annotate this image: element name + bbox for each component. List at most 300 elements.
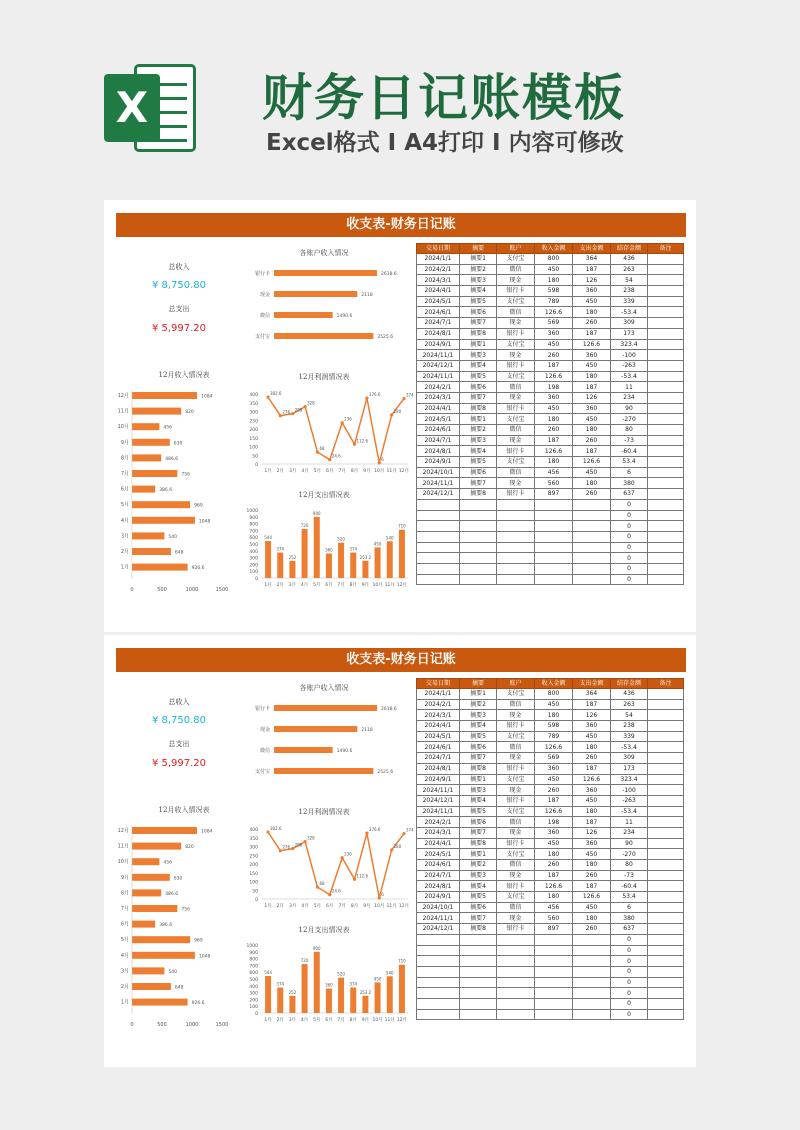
cell-date[interactable]: 2024/3/1 (417, 392, 460, 403)
cell-account[interactable]: 支付宝 (497, 371, 535, 382)
cell-summary[interactable] (460, 945, 497, 956)
cell-date[interactable] (417, 977, 460, 988)
cell-income[interactable] (535, 574, 573, 585)
cell-expense[interactable]: 364 (573, 254, 611, 265)
cell-income[interactable] (535, 510, 573, 521)
cell-balance[interactable]: 53.4 (611, 457, 648, 468)
cell-account[interactable]: 银行卡 (497, 328, 535, 339)
cell-account[interactable] (497, 934, 535, 945)
cell-income[interactable] (535, 542, 573, 553)
cell-date[interactable] (417, 988, 460, 999)
cell-expense[interactable] (573, 945, 611, 956)
cell-summary[interactable]: 摘要6 (460, 817, 497, 828)
cell-summary[interactable]: 摘要3 (460, 710, 497, 721)
cell-balance[interactable]: 0 (611, 945, 648, 956)
cell-balance[interactable]: -73 (611, 870, 648, 881)
cell-date[interactable] (417, 521, 460, 532)
cell-balance[interactable]: 0 (611, 542, 648, 553)
cell-summary[interactable] (460, 553, 497, 564)
cell-balance[interactable]: 380 (611, 913, 648, 924)
cell-expense[interactable]: 450 (573, 360, 611, 371)
cell-note[interactable] (648, 945, 684, 956)
cell-date[interactable]: 2024/7/1 (417, 870, 460, 881)
cell-summary[interactable]: 摘要4 (460, 795, 497, 806)
cell-summary[interactable]: 摘要4 (460, 721, 497, 732)
cell-account[interactable] (497, 956, 535, 967)
cell-date[interactable]: 2024/3/1 (417, 275, 460, 286)
cell-note[interactable] (648, 510, 684, 521)
cell-income[interactable]: 800 (535, 689, 573, 700)
cell-expense[interactable]: 126 (573, 710, 611, 721)
cell-note[interactable] (648, 902, 684, 913)
cell-balance[interactable]: 436 (611, 689, 648, 700)
cell-note[interactable] (648, 806, 684, 817)
cell-balance[interactable]: 323.4 (611, 774, 648, 785)
cell-balance[interactable]: -263 (611, 795, 648, 806)
cell-account[interactable]: 支付宝 (497, 806, 535, 817)
cell-date[interactable]: 2024/6/1 (417, 742, 460, 753)
cell-expense[interactable] (573, 966, 611, 977)
cell-summary[interactable]: 摘要7 (460, 318, 497, 329)
cell-expense[interactable] (573, 956, 611, 967)
cell-expense[interactable] (573, 934, 611, 945)
cell-account[interactable] (497, 531, 535, 542)
cell-note[interactable] (648, 425, 684, 436)
cell-expense[interactable] (573, 563, 611, 574)
cell-expense[interactable]: 450 (573, 414, 611, 425)
cell-date[interactable]: 2024/6/1 (417, 860, 460, 871)
cell-account[interactable]: 银行卡 (497, 838, 535, 849)
cell-summary[interactable]: 摘要6 (460, 742, 497, 753)
cell-date[interactable]: 2024/2/1 (417, 817, 460, 828)
cell-date[interactable] (417, 998, 460, 1009)
cell-income[interactable]: 126.6 (535, 371, 573, 382)
cell-date[interactable]: 2024/9/1 (417, 457, 460, 468)
cell-summary[interactable]: 摘要3 (460, 435, 497, 446)
cell-income[interactable]: 260 (535, 785, 573, 796)
cell-account[interactable]: 支付宝 (497, 296, 535, 307)
cell-income[interactable]: 450 (535, 264, 573, 275)
cell-income[interactable] (535, 977, 573, 988)
cell-date[interactable] (417, 945, 460, 956)
cell-income[interactable]: 789 (535, 731, 573, 742)
cell-summary[interactable]: 摘要1 (460, 849, 497, 860)
cell-balance[interactable]: -100 (611, 350, 648, 361)
cell-account[interactable]: 现金 (497, 350, 535, 361)
cell-balance[interactable]: 0 (611, 510, 648, 521)
cell-summary[interactable] (460, 521, 497, 532)
cell-account[interactable]: 现金 (497, 785, 535, 796)
cell-account[interactable]: 银行卡 (497, 763, 535, 774)
cell-account[interactable]: 银行卡 (497, 286, 535, 297)
cell-income[interactable] (535, 956, 573, 967)
cell-account[interactable]: 微信 (497, 264, 535, 275)
cell-note[interactable] (648, 998, 684, 1009)
cell-balance[interactable]: 263 (611, 264, 648, 275)
cell-income[interactable]: 450 (535, 339, 573, 350)
cell-income[interactable]: 180 (535, 849, 573, 860)
cell-income[interactable]: 800 (535, 254, 573, 265)
cell-summary[interactable] (460, 956, 497, 967)
cell-summary[interactable]: 摘要2 (460, 264, 497, 275)
cell-balance[interactable]: 173 (611, 328, 648, 339)
cell-note[interactable] (648, 403, 684, 414)
cell-expense[interactable]: 187 (573, 881, 611, 892)
cell-income[interactable] (535, 988, 573, 999)
cell-income[interactable]: 897 (535, 489, 573, 500)
cell-balance[interactable]: -53.4 (611, 806, 648, 817)
cell-summary[interactable]: 摘要7 (460, 392, 497, 403)
cell-expense[interactable]: 187 (573, 699, 611, 710)
cell-income[interactable] (535, 499, 573, 510)
cell-account[interactable] (497, 499, 535, 510)
cell-account[interactable]: 银行卡 (497, 403, 535, 414)
cell-account[interactable]: 银行卡 (497, 795, 535, 806)
cell-date[interactable]: 2024/8/1 (417, 763, 460, 774)
cell-expense[interactable]: 126 (573, 392, 611, 403)
cell-expense[interactable]: 450 (573, 467, 611, 478)
cell-expense[interactable]: 450 (573, 849, 611, 860)
cell-expense[interactable]: 180 (573, 425, 611, 436)
cell-income[interactable] (535, 966, 573, 977)
cell-income[interactable]: 450 (535, 699, 573, 710)
cell-note[interactable] (648, 392, 684, 403)
cell-account[interactable]: 现金 (497, 275, 535, 286)
cell-account[interactable]: 现金 (497, 478, 535, 489)
cell-balance[interactable]: 339 (611, 296, 648, 307)
cell-income[interactable]: 180 (535, 414, 573, 425)
cell-income[interactable]: 450 (535, 403, 573, 414)
cell-summary[interactable]: 摘要4 (460, 286, 497, 297)
cell-summary[interactable] (460, 977, 497, 988)
cell-note[interactable] (648, 307, 684, 318)
cell-account[interactable]: 微信 (497, 902, 535, 913)
cell-balance[interactable]: 436 (611, 254, 648, 265)
cell-income[interactable]: 180 (535, 710, 573, 721)
cell-summary[interactable] (460, 998, 497, 1009)
cell-expense[interactable]: 126.6 (573, 339, 611, 350)
cell-date[interactable] (417, 542, 460, 553)
cell-note[interactable] (648, 382, 684, 393)
cell-expense[interactable] (573, 1009, 611, 1020)
cell-account[interactable]: 现金 (497, 435, 535, 446)
cell-expense[interactable]: 260 (573, 435, 611, 446)
cell-note[interactable] (648, 881, 684, 892)
cell-summary[interactable]: 摘要7 (460, 478, 497, 489)
cell-income[interactable]: 187 (535, 360, 573, 371)
cell-account[interactable]: 支付宝 (497, 689, 535, 700)
cell-balance[interactable]: 0 (611, 574, 648, 585)
cell-date[interactable] (417, 553, 460, 564)
cell-account[interactable]: 现金 (497, 392, 535, 403)
cell-summary[interactable]: 摘要2 (460, 699, 497, 710)
cell-summary[interactable] (460, 574, 497, 585)
cell-date[interactable]: 2024/12/1 (417, 924, 460, 935)
cell-income[interactable]: 450 (535, 838, 573, 849)
cell-summary[interactable]: 摘要7 (460, 827, 497, 838)
cell-note[interactable] (648, 574, 684, 585)
cell-income[interactable] (535, 553, 573, 564)
cell-summary[interactable]: 摘要4 (460, 446, 497, 457)
cell-expense[interactable]: 450 (573, 902, 611, 913)
cell-income[interactable]: 260 (535, 425, 573, 436)
cell-account[interactable]: 支付宝 (497, 849, 535, 860)
cell-account[interactable]: 支付宝 (497, 254, 535, 265)
cell-summary[interactable]: 摘要6 (460, 902, 497, 913)
cell-expense[interactable]: 180 (573, 307, 611, 318)
cell-balance[interactable]: -53.4 (611, 371, 648, 382)
cell-balance[interactable]: 309 (611, 753, 648, 764)
cell-balance[interactable]: -270 (611, 414, 648, 425)
cell-account[interactable]: 银行卡 (497, 489, 535, 500)
cell-balance[interactable]: 263 (611, 699, 648, 710)
cell-account[interactable] (497, 510, 535, 521)
cell-note[interactable] (648, 478, 684, 489)
cell-balance[interactable]: 173 (611, 763, 648, 774)
cell-account[interactable]: 微信 (497, 467, 535, 478)
cell-expense[interactable] (573, 521, 611, 532)
cell-note[interactable] (648, 446, 684, 457)
cell-note[interactable] (648, 849, 684, 860)
cell-note[interactable] (648, 956, 684, 967)
cell-balance[interactable]: -60.4 (611, 881, 648, 892)
cell-date[interactable]: 2024/8/1 (417, 446, 460, 457)
cell-expense[interactable]: 360 (573, 286, 611, 297)
cell-income[interactable]: 598 (535, 721, 573, 732)
cell-expense[interactable] (573, 574, 611, 585)
cell-account[interactable]: 微信 (497, 817, 535, 828)
cell-income[interactable] (535, 998, 573, 1009)
cell-balance[interactable]: 234 (611, 827, 648, 838)
cell-balance[interactable]: 238 (611, 721, 648, 732)
cell-expense[interactable]: 187 (573, 763, 611, 774)
cell-expense[interactable]: 360 (573, 403, 611, 414)
cell-expense[interactable]: 180 (573, 742, 611, 753)
cell-note[interactable] (648, 785, 684, 796)
cell-income[interactable]: 187 (535, 870, 573, 881)
cell-date[interactable]: 2024/9/1 (417, 774, 460, 785)
cell-summary[interactable]: 摘要6 (460, 307, 497, 318)
cell-expense[interactable]: 450 (573, 795, 611, 806)
cell-date[interactable] (417, 956, 460, 967)
cell-expense[interactable]: 260 (573, 870, 611, 881)
cell-income[interactable]: 198 (535, 382, 573, 393)
cell-account[interactable]: 支付宝 (497, 457, 535, 468)
cell-note[interactable] (648, 360, 684, 371)
cell-summary[interactable]: 摘要1 (460, 414, 497, 425)
cell-income[interactable]: 126.6 (535, 446, 573, 457)
cell-balance[interactable]: 11 (611, 817, 648, 828)
cell-note[interactable] (648, 892, 684, 903)
cell-summary[interactable]: 摘要8 (460, 924, 497, 935)
cell-date[interactable]: 2024/10/1 (417, 902, 460, 913)
cell-balance[interactable]: 637 (611, 489, 648, 500)
cell-account[interactable]: 支付宝 (497, 774, 535, 785)
cell-account[interactable]: 现金 (497, 710, 535, 721)
cell-date[interactable]: 2024/5/1 (417, 849, 460, 860)
cell-date[interactable]: 2024/12/1 (417, 489, 460, 500)
cell-income[interactable]: 180 (535, 275, 573, 286)
cell-note[interactable] (648, 924, 684, 935)
cell-account[interactable] (497, 542, 535, 553)
cell-note[interactable] (648, 721, 684, 732)
cell-account[interactable] (497, 966, 535, 977)
cell-date[interactable]: 2024/8/1 (417, 881, 460, 892)
cell-date[interactable]: 2024/4/1 (417, 286, 460, 297)
cell-note[interactable] (648, 371, 684, 382)
cell-income[interactable]: 789 (535, 296, 573, 307)
cell-expense[interactable]: 187 (573, 382, 611, 393)
cell-note[interactable] (648, 254, 684, 265)
cell-balance[interactable]: -100 (611, 785, 648, 796)
cell-summary[interactable] (460, 531, 497, 542)
cell-note[interactable] (648, 742, 684, 753)
cell-date[interactable] (417, 934, 460, 945)
cell-date[interactable]: 2024/11/1 (417, 785, 460, 796)
cell-balance[interactable]: 0 (611, 553, 648, 564)
cell-date[interactable]: 2024/11/1 (417, 371, 460, 382)
cell-expense[interactable]: 126 (573, 827, 611, 838)
cell-note[interactable] (648, 467, 684, 478)
cell-note[interactable] (648, 563, 684, 574)
cell-summary[interactable] (460, 563, 497, 574)
cell-note[interactable] (648, 521, 684, 532)
cell-summary[interactable]: 摘要3 (460, 275, 497, 286)
cell-note[interactable] (648, 531, 684, 542)
cell-income[interactable]: 569 (535, 753, 573, 764)
cell-balance[interactable]: 238 (611, 286, 648, 297)
cell-date[interactable]: 2024/4/1 (417, 838, 460, 849)
cell-note[interactable] (648, 542, 684, 553)
cell-income[interactable]: 126.6 (535, 806, 573, 817)
cell-expense[interactable]: 126.6 (573, 774, 611, 785)
cell-note[interactable] (648, 264, 684, 275)
cell-income[interactable]: 569 (535, 318, 573, 329)
cell-expense[interactable]: 126.6 (573, 892, 611, 903)
cell-income[interactable] (535, 945, 573, 956)
cell-expense[interactable]: 360 (573, 838, 611, 849)
cell-date[interactable]: 2024/2/1 (417, 264, 460, 275)
cell-account[interactable]: 微信 (497, 307, 535, 318)
cell-account[interactable] (497, 1009, 535, 1020)
cell-date[interactable]: 2024/11/1 (417, 913, 460, 924)
cell-balance[interactable]: -53.4 (611, 307, 648, 318)
cell-income[interactable]: 360 (535, 328, 573, 339)
cell-balance[interactable]: 0 (611, 499, 648, 510)
cell-date[interactable]: 2024/5/1 (417, 414, 460, 425)
cell-account[interactable]: 微信 (497, 425, 535, 436)
cell-income[interactable]: 897 (535, 924, 573, 935)
cell-note[interactable] (648, 860, 684, 871)
cell-date[interactable]: 2024/4/1 (417, 721, 460, 732)
cell-summary[interactable]: 摘要5 (460, 806, 497, 817)
cell-balance[interactable]: 90 (611, 403, 648, 414)
cell-date[interactable]: 2024/3/1 (417, 710, 460, 721)
cell-date[interactable]: 2024/4/1 (417, 403, 460, 414)
cell-summary[interactable]: 摘要5 (460, 892, 497, 903)
cell-note[interactable] (648, 763, 684, 774)
cell-account[interactable]: 支付宝 (497, 414, 535, 425)
cell-date[interactable] (417, 499, 460, 510)
cell-income[interactable]: 180 (535, 457, 573, 468)
cell-date[interactable] (417, 966, 460, 977)
cell-account[interactable] (497, 563, 535, 574)
cell-balance[interactable]: 380 (611, 478, 648, 489)
cell-note[interactable] (648, 457, 684, 468)
cell-balance[interactable]: 0 (611, 531, 648, 542)
cell-summary[interactable]: 摘要8 (460, 489, 497, 500)
cell-date[interactable] (417, 1009, 460, 1020)
cell-summary[interactable]: 摘要2 (460, 860, 497, 871)
cell-income[interactable] (535, 1009, 573, 1020)
cell-account[interactable]: 现金 (497, 870, 535, 881)
cell-account[interactable]: 银行卡 (497, 721, 535, 732)
cell-date[interactable]: 2024/12/1 (417, 795, 460, 806)
cell-summary[interactable]: 摘要1 (460, 774, 497, 785)
cell-note[interactable] (648, 689, 684, 700)
cell-date[interactable]: 2024/9/1 (417, 339, 460, 350)
cell-expense[interactable]: 360 (573, 350, 611, 361)
cell-expense[interactable]: 126.6 (573, 457, 611, 468)
cell-note[interactable] (648, 988, 684, 999)
cell-note[interactable] (648, 414, 684, 425)
cell-summary[interactable]: 摘要3 (460, 350, 497, 361)
cell-balance[interactable]: 6 (611, 467, 648, 478)
cell-expense[interactable]: 360 (573, 785, 611, 796)
cell-summary[interactable]: 摘要3 (460, 785, 497, 796)
cell-summary[interactable]: 摘要7 (460, 753, 497, 764)
cell-account[interactable] (497, 988, 535, 999)
cell-balance[interactable]: 0 (611, 977, 648, 988)
cell-account[interactable]: 银行卡 (497, 360, 535, 371)
cell-expense[interactable]: 187 (573, 328, 611, 339)
cell-balance[interactable]: 0 (611, 1009, 648, 1020)
cell-account[interactable]: 银行卡 (497, 881, 535, 892)
cell-note[interactable] (648, 817, 684, 828)
cell-note[interactable] (648, 435, 684, 446)
cell-date[interactable]: 2024/1/1 (417, 254, 460, 265)
cell-summary[interactable]: 摘要8 (460, 403, 497, 414)
cell-summary[interactable]: 摘要8 (460, 838, 497, 849)
cell-account[interactable] (497, 945, 535, 956)
cell-income[interactable]: 126.6 (535, 881, 573, 892)
cell-income[interactable]: 260 (535, 350, 573, 361)
cell-summary[interactable]: 摘要5 (460, 457, 497, 468)
cell-summary[interactable]: 摘要4 (460, 360, 497, 371)
cell-note[interactable] (648, 339, 684, 350)
cell-note[interactable] (648, 966, 684, 977)
cell-summary[interactable]: 摘要5 (460, 296, 497, 307)
cell-summary[interactable]: 摘要1 (460, 254, 497, 265)
cell-balance[interactable]: 11 (611, 382, 648, 393)
cell-income[interactable]: 126.6 (535, 307, 573, 318)
cell-balance[interactable]: -73 (611, 435, 648, 446)
cell-income[interactable]: 180 (535, 892, 573, 903)
cell-expense[interactable]: 180 (573, 806, 611, 817)
cell-income[interactable]: 360 (535, 392, 573, 403)
cell-income[interactable]: 187 (535, 435, 573, 446)
cell-note[interactable] (648, 870, 684, 881)
cell-expense[interactable] (573, 977, 611, 988)
cell-account[interactable]: 支付宝 (497, 731, 535, 742)
cell-expense[interactable] (573, 542, 611, 553)
cell-note[interactable] (648, 350, 684, 361)
cell-date[interactable] (417, 510, 460, 521)
cell-date[interactable]: 2024/5/1 (417, 296, 460, 307)
cell-balance[interactable]: -263 (611, 360, 648, 371)
cell-date[interactable]: 2024/5/1 (417, 731, 460, 742)
cell-note[interactable] (648, 795, 684, 806)
